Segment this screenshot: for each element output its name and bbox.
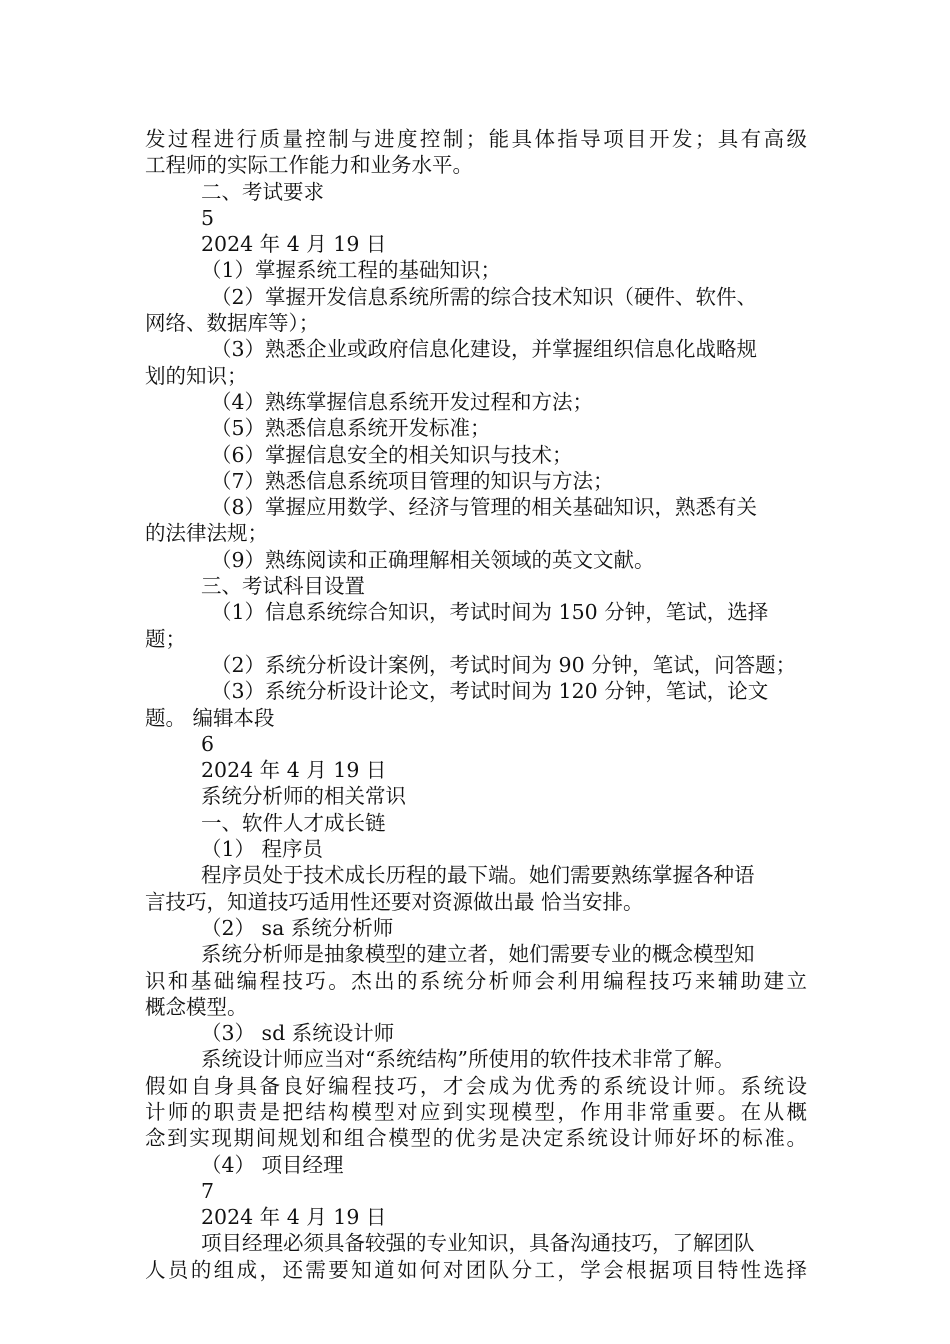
text-line: 概念模型。	[145, 994, 248, 1019]
text-line: （2）掌握开发信息系统所需的综合技术知识（硬件、软件、	[211, 284, 758, 309]
text-line: 划的知识；	[145, 363, 248, 388]
text-line: （6）掌握信息安全的相关知识与技术；	[211, 442, 573, 467]
text-line: 系统分析师的相关常识	[201, 784, 406, 809]
text-line: 言技巧，知道技巧适用性还要对资源做出最 恰当安排。	[145, 889, 644, 914]
text-line: （1） 程序员	[201, 837, 324, 862]
text-line: 人员的组成，还需要知道如何对团队分工，学会根据项目特性选择	[145, 1257, 807, 1282]
text-line: （9）熟练阅读和正确理解相关领域的英文文献。	[211, 547, 655, 572]
text-line: 念到实现期间规划和组合模型的优劣是决定系统设计师好坏的标准。	[145, 1126, 807, 1151]
text-line: （8）掌握应用数学、经济与管理的相关基础知识，熟悉有关	[211, 495, 758, 520]
text-line: （2）系统分析设计案例，考试时间为 90 分钟，笔试，问答题；	[211, 652, 797, 677]
text-line: 6	[201, 731, 215, 756]
text-line: 二、考试要求	[201, 179, 324, 204]
text-line: （5）熟悉信息系统开发标准；	[211, 416, 491, 441]
text-line: 题；	[145, 626, 186, 651]
text-line: 系统分析师是抽象模型的建立者，她们需要专业的概念模型知	[201, 942, 755, 967]
text-line: 的法律法规；	[145, 521, 268, 546]
text-line: （7）熟悉信息系统项目管理的知识与方法；	[211, 468, 614, 493]
text-line: （3）系统分析设计论文，考试时间为 120 分钟，笔试，论文	[211, 679, 769, 704]
text-line: 工程师的实际工作能力和业务水平。	[145, 153, 473, 178]
text-line: 识和基础编程技巧。杰出的系统分析师会利用编程技巧来辅助建立	[145, 968, 807, 993]
text-line: 题。 编辑本段	[145, 705, 275, 730]
text-line: （1）掌握系统工程的基础知识；	[201, 258, 502, 283]
text-line: 项目经理必须具备较强的专业知识，具备沟通技巧，了解团队	[201, 1231, 755, 1256]
text-line: （3）熟悉企业或政府信息化建设，并掌握组织信息化战略规	[211, 337, 758, 362]
text-line: （2） sa 系统分析师	[201, 915, 394, 940]
text-line: 程序员处于技术成长历程的最下端。她们需要熟练掌握各种语	[201, 863, 755, 888]
text-line: 计师的职责是把结构模型对应到实现模型，作用非常重要。在从概	[145, 1099, 807, 1124]
text-line: 2024 年 4 月 19 日	[201, 232, 387, 257]
text-line: （1）信息系统综合知识，考试时间为 150 分钟，笔试，选择	[211, 600, 769, 625]
text-line: 发过程进行质量控制与进度控制；能具体指导项目开发；具有高级	[145, 127, 807, 151]
text-line: 假如自身具备良好编程技巧，才会成为优秀的系统设计师。系统设	[145, 1073, 807, 1098]
text-line: （4） 项目经理	[201, 1152, 344, 1177]
text-line: 系统设计师应当对“系统结构”所使用的软件技术非常了解。	[201, 1047, 735, 1072]
text-line: （4）熟练掌握信息系统开发过程和方法；	[211, 389, 594, 414]
text-line: 2024 年 4 月 19 日	[201, 758, 387, 783]
text-line: （3） sd 系统设计师	[201, 1021, 395, 1046]
text-line: 5	[201, 205, 215, 230]
text-line: 2024 年 4 月 19 日	[201, 1205, 387, 1230]
text-line: 三、考试科目设置	[201, 574, 365, 599]
text-line: 7	[201, 1178, 215, 1203]
text-line: 网络、数据库等）；	[145, 311, 320, 336]
text-line: 一、软件人才成长链	[201, 810, 386, 835]
document-page	[145, 126, 807, 1283]
